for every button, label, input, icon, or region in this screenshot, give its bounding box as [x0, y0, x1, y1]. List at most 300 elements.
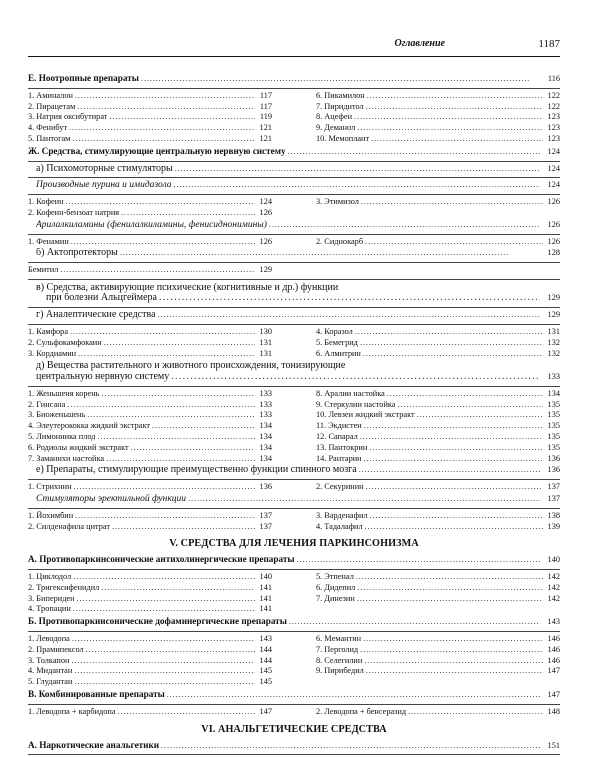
divider: [28, 508, 560, 509]
toc-item-page: 145: [259, 677, 272, 687]
leader-dots: [366, 102, 543, 113]
toc-item-page: 146: [547, 644, 560, 654]
leader-dots: [357, 123, 543, 134]
toc-item-page: 145: [259, 666, 272, 676]
toc-item-title: 12. Сапарал: [316, 431, 358, 441]
toc-item-page: 144: [259, 655, 272, 665]
header-rule: [28, 56, 560, 57]
toc-item[interactable]: [28, 349, 272, 360]
chapter-heading-5[interactable]: V. СРЕДСТВА ДЛЯ ЛЕЧЕНИЯ ПАРКИНСОНИЗМА: [169, 538, 419, 550]
toc-item-title: 2. Пирацетам: [28, 101, 76, 111]
leader-dots: [366, 482, 543, 493]
leader-dots: [69, 123, 255, 134]
leader-dots: [370, 511, 543, 522]
toc-two-column-list: [28, 482, 560, 493]
toc-item[interactable]: [316, 134, 560, 145]
toc-category-arylalkylamines[interactable]: Арилалкиламины (фенилалкиламины, фенисиднонимины) . . . 126: [36, 220, 560, 231]
toc-item-title: 2. Гинсана: [28, 399, 66, 409]
toc-item-page: 121: [259, 133, 272, 143]
toc-item-title: 11. Экдистен: [316, 421, 362, 431]
toc-item-title: 5. Этпенал: [316, 572, 354, 582]
leader-dots: [101, 389, 255, 400]
leader-dots: [152, 421, 255, 432]
divider: [28, 279, 560, 280]
leader-dots: [71, 237, 255, 248]
toc-item-title: 2. Кофеин-бензоат натрия: [28, 207, 120, 217]
toc-subsection-a[interactable]: а) Психомоторные стимуляторы . . . 124: [36, 164, 560, 175]
toc-item-title: 3. Кордиамин: [28, 348, 77, 358]
divider: [28, 177, 560, 178]
leader-dots: [131, 443, 255, 454]
toc-column: [316, 327, 560, 359]
toc-item-title: 8. Аралии настойка: [316, 388, 385, 398]
toc-item-title: 6. Мемантин: [316, 634, 362, 644]
leader-dots: [72, 134, 255, 145]
toc-item-title: 13. Пантокрин: [316, 442, 368, 452]
toc-item-page: 133: [259, 399, 272, 409]
toc-item-title: 5. Бемегрид: [316, 337, 358, 347]
divider: [28, 569, 560, 570]
toc-item-title: 4. Мидантан: [28, 666, 73, 676]
divider: [28, 386, 560, 387]
toc-item[interactable]: [316, 112, 560, 123]
toc-item[interactable]: [316, 511, 560, 522]
toc-item-title: 5. Пантогам: [28, 133, 71, 143]
toc-item[interactable]: Бемитил . . . 129: [28, 265, 272, 276]
toc-item-page: 146: [547, 634, 560, 644]
divider: [28, 704, 560, 705]
toc-item-title: 1. Циклодол: [28, 572, 72, 582]
toc-two-column-list: [28, 197, 560, 219]
toc-item-page: 117: [259, 90, 272, 100]
toc-item[interactable]: [316, 389, 560, 400]
toc-two-column-list: [28, 327, 560, 359]
toc-item[interactable]: [316, 583, 560, 594]
toc-item[interactable]: [28, 389, 272, 400]
toc-item-page: 124: [259, 197, 272, 207]
leader-dots: [357, 583, 543, 594]
leader-dots: [354, 112, 543, 123]
toc-two-column-list: [28, 511, 560, 533]
toc-item[interactable]: [28, 454, 272, 465]
leader-dots: [357, 594, 543, 605]
leader-dots: [417, 410, 543, 421]
toc-item[interactable]: [316, 454, 560, 465]
leader-dots: [97, 432, 255, 443]
leader-dots: [109, 112, 255, 123]
toc-item[interactable]: [28, 604, 272, 615]
toc-item[interactable]: [316, 349, 560, 360]
leader-dots: [101, 583, 255, 594]
toc-item-page: 141: [259, 582, 272, 592]
leader-dots: [364, 421, 543, 432]
toc-item-page: 135: [547, 410, 560, 420]
toc-column: [316, 197, 560, 219]
leader-dots: [360, 338, 543, 349]
leader-dots: [70, 327, 255, 338]
leader-dots: [106, 454, 255, 465]
toc-item-title: 2. Сульфокамфокаин: [28, 337, 102, 347]
toc-item[interactable]: [316, 666, 560, 677]
toc-item-title: 3. Натрия оксибутират: [28, 112, 108, 122]
toc-item-page: 147: [259, 706, 272, 716]
toc-item[interactable]: [28, 410, 272, 421]
toc-item[interactable]: [316, 634, 560, 645]
toc-column: [28, 197, 272, 219]
toc-item-title: 4. Тропацин: [28, 604, 71, 614]
toc-item-title: 1. Стрихнин: [28, 482, 72, 492]
toc-item-title: 9. Пирибедил: [316, 666, 364, 676]
toc-column: [28, 634, 272, 688]
leader-dots: [67, 400, 255, 411]
toc-item-page: 146: [547, 655, 560, 665]
toc-item-page: 148: [547, 706, 560, 716]
toc-item-title: 3. Этимизол: [316, 197, 359, 207]
toc-column: [28, 327, 272, 359]
toc-item[interactable]: [316, 522, 560, 533]
toc-item[interactable]: [316, 443, 560, 454]
leader-dots: [364, 656, 543, 667]
toc-column: [316, 237, 560, 248]
toc-item-title: 1. Леводопа: [28, 634, 70, 644]
toc-item[interactable]: [316, 400, 560, 411]
toc-item-title: 2. Сиднокарб: [316, 236, 364, 246]
leader-dots: [387, 389, 543, 400]
toc-item-page: 134: [259, 442, 272, 452]
toc-item-page: 122: [547, 90, 560, 100]
toc-item-page: 134: [259, 431, 272, 441]
toc-item-page: 142: [547, 593, 560, 603]
toc-item-title: 14. Рантарин: [316, 453, 362, 463]
toc-item[interactable]: [316, 91, 560, 102]
toc-item[interactable]: [316, 594, 560, 605]
toc-section-ch5-b[interactable]: Б. Противопаркинсонические дофаминергические препараты . . . 143: [28, 616, 560, 628]
leader-dots: [74, 666, 255, 677]
toc-item[interactable]: [28, 91, 272, 102]
toc-item-title: 2. Силденафила цитрат: [28, 521, 111, 531]
toc-item-page: 133: [259, 388, 272, 398]
leader-dots: [360, 432, 543, 443]
chapter-heading-6[interactable]: VI. АНАЛЬГЕТИЧЕСКИЕ СРЕДСТВА: [201, 723, 387, 735]
leader-dots: [75, 91, 255, 102]
toc-item-page: 117: [259, 101, 272, 111]
toc-item-title: 4. Элеутерококка жидкий экстракт: [28, 421, 151, 431]
toc-item[interactable]: [28, 112, 272, 123]
toc-item-title: 7. Динезин: [316, 593, 355, 603]
toc-column: [316, 634, 560, 688]
leader-dots: [121, 208, 255, 219]
toc-two-column-list: [28, 237, 560, 248]
leader-dots: [74, 482, 255, 493]
toc-item-title: 4. Тадалафил: [316, 521, 363, 531]
toc-item-page: 137: [259, 521, 272, 531]
leader-dots: [75, 511, 255, 522]
toc-item-page: 141: [259, 593, 272, 603]
toc-item-page: 135: [547, 442, 560, 452]
divider: [28, 194, 560, 195]
toc-item-page: 123: [547, 112, 560, 122]
running-header: [28, 38, 560, 52]
toc-section-ch6-a[interactable]: А. Наркотические анальгетики . . . 151: [28, 740, 560, 752]
toc-item[interactable]: [28, 327, 272, 338]
running-title: Оглавление: [394, 38, 445, 49]
toc-item-page: 132: [547, 337, 560, 347]
toc-section-zh[interactable]: Ж. Средства, стимулирующие центральную нервную систему . . . 124: [28, 146, 560, 158]
leader-dots: [360, 645, 543, 656]
toc-item[interactable]: [316, 197, 560, 208]
toc-section-e[interactable]: Е. Ноотропные препараты . . . 116: [28, 73, 560, 85]
toc-item-title: 3. Толкапон: [28, 655, 70, 665]
leader-dots: [78, 349, 255, 360]
toc-item-title: 1. Камфора: [28, 327, 69, 337]
divider: [28, 234, 560, 235]
leader-dots: [77, 102, 255, 113]
leader-dots: [365, 522, 543, 533]
toc-subsection-d[interactable]: д) Вещества растительного и животного происхождения, тонизирующие центральную нервную систему . . . 133: [36, 360, 560, 382]
toc-item-title: 9. Деманол: [316, 123, 356, 133]
leader-dots: [73, 604, 255, 615]
toc-item-page: 134: [547, 388, 560, 398]
toc-two-column-list: [28, 572, 560, 615]
leader-dots: [364, 454, 543, 465]
toc-item-title: 1. Кофеин: [28, 197, 64, 207]
toc-item-title: 10. Мемоплант: [316, 133, 370, 143]
toc-item[interactable]: [316, 572, 560, 583]
toc-item[interactable]: [28, 197, 272, 208]
divider: [28, 754, 560, 755]
toc-item-page: 130: [259, 327, 272, 337]
toc-item[interactable]: [316, 237, 560, 248]
toc-column: [28, 572, 272, 615]
leader-dots: [366, 666, 543, 677]
toc-column: [316, 91, 560, 145]
toc-column: [28, 91, 272, 145]
leader-dots: [365, 237, 543, 248]
toc-item[interactable]: [316, 707, 560, 718]
toc-item-title: 2. Тригексифенидил: [28, 582, 100, 592]
toc-item-page: 126: [259, 236, 272, 246]
toc-item-page: 147: [547, 666, 560, 676]
toc-item-title: 9. Стеркулии настойка: [316, 399, 396, 409]
leader-dots: [87, 410, 255, 421]
toc-item-page: 119: [259, 112, 272, 122]
leader-dots: [355, 327, 543, 338]
leader-dots: [363, 349, 543, 360]
toc-item[interactable]: [28, 666, 272, 677]
toc-item-page: 123: [547, 133, 560, 143]
toc-item-title: 10. Левзеи жидкий экстракт: [316, 410, 415, 420]
toc-item[interactable]: [316, 327, 560, 338]
toc-item-title: 8. Селегилин: [316, 655, 363, 665]
toc-item[interactable]: [28, 338, 272, 349]
toc-item-title: 1. Леводопа + карбидопа: [28, 706, 116, 716]
toc-item-title: 6. Дидепил: [316, 582, 356, 592]
toc-item[interactable]: [28, 634, 272, 645]
toc-item[interactable]: [316, 645, 560, 656]
leader-dots: [71, 656, 255, 667]
toc-category-purine[interactable]: Производные пурина и имидазола . . . 124: [36, 180, 560, 191]
toc-item[interactable]: [28, 421, 272, 432]
toc-item[interactable]: [28, 594, 272, 605]
leader-dots: [361, 197, 543, 208]
toc-item-page: 137: [547, 482, 560, 492]
toc-item-page: 144: [259, 644, 272, 654]
toc-item[interactable]: [316, 432, 560, 443]
leader-dots: [371, 134, 543, 145]
toc-item[interactable]: [28, 707, 272, 718]
divider: [28, 88, 560, 89]
divider: [28, 324, 560, 325]
toc-item-title: 1. Йохимбин: [28, 510, 74, 520]
toc-item-page: 137: [259, 510, 272, 520]
toc-item[interactable]: [28, 572, 272, 583]
toc-item-page: 126: [547, 197, 560, 207]
toc-section-ch5-a[interactable]: А. Противопаркинсонические антихолинергические препараты . . . 140: [28, 554, 560, 566]
toc-category-erectile[interactable]: Стимуляторы эректильной функции . . . 137: [36, 494, 560, 505]
toc-two-column-list: [28, 91, 560, 145]
toc-item-title: 7. Перголид: [316, 644, 359, 654]
toc-item[interactable]: [28, 645, 272, 656]
toc-column: [316, 482, 560, 493]
leader-dots: [363, 634, 543, 645]
toc-column: [28, 707, 272, 718]
toc-item[interactable]: [28, 443, 272, 454]
toc-item[interactable]: [28, 208, 272, 219]
toc-item[interactable]: [28, 400, 272, 411]
toc-item[interactable]: [28, 482, 272, 493]
divider: [28, 161, 560, 162]
toc-item-page: 122: [547, 101, 560, 111]
leader-dots: [72, 634, 255, 645]
toc-item-title: 5. Лимонника плод: [28, 431, 96, 441]
toc-item-title: 2. Леводопа + бенсеразид: [316, 706, 407, 716]
toc-item[interactable]: [28, 656, 272, 667]
toc-item[interactable]: [316, 482, 560, 493]
toc-item-title: 4. Фенибут: [28, 123, 68, 133]
toc-item-title: 5. Глудантан: [28, 677, 73, 687]
toc-column: [28, 237, 272, 248]
toc-item[interactable]: [28, 511, 272, 522]
toc-item-page: 126: [259, 207, 272, 217]
toc-item-page: 132: [547, 348, 560, 358]
toc-item-page: 136: [259, 482, 272, 492]
leader-dots: [112, 522, 255, 533]
toc-two-column-list: [28, 634, 560, 688]
leader-dots: [66, 197, 255, 208]
leader-dots: [104, 338, 255, 349]
toc-item-page: 135: [547, 431, 560, 441]
toc-section-ch5-v[interactable]: В. Комбинированные препараты . . . 147: [28, 689, 560, 701]
divider: [28, 262, 560, 263]
leader-dots: [367, 91, 543, 102]
toc-item[interactable]: [316, 338, 560, 349]
toc-item-title: 3. Биоженьшень: [28, 410, 86, 420]
toc-item-page: 131: [259, 337, 272, 347]
toc-item-page: 136: [547, 453, 560, 463]
toc-item-page: 121: [259, 123, 272, 133]
toc-subsection-e[interactable]: е) Препараты, стимулирующие преимущественно функции спинного мозга . . . 136: [36, 465, 560, 476]
leader-dots: [74, 677, 255, 688]
toc-item-title: 8. Ацефен: [316, 112, 353, 122]
toc-subsection-b[interactable]: б) Актопротекторы . . . 128: [36, 248, 560, 259]
toc-item-page: 141: [259, 604, 272, 614]
toc-item-page: 140: [259, 572, 272, 582]
toc-two-column-list: [28, 389, 560, 465]
toc-item-title: 6. Алмитрин: [316, 348, 361, 358]
toc-item-page: 126: [547, 236, 560, 246]
toc-item-title: 3. Бипериден: [28, 593, 75, 603]
toc-item-page: 142: [547, 582, 560, 592]
divider: [28, 307, 560, 308]
toc-item-title: 3. Варденафил: [316, 510, 368, 520]
toc-item-title: 1. Женьшеня корень: [28, 388, 100, 398]
toc-item[interactable]: [316, 102, 560, 113]
toc-item[interactable]: [316, 421, 560, 432]
toc-item-page: 134: [259, 453, 272, 463]
toc-item[interactable]: [316, 410, 560, 421]
leader-dots: [73, 572, 255, 583]
toc-column: [316, 511, 560, 533]
toc-item[interactable]: [28, 432, 272, 443]
toc-item-page: 139: [547, 521, 560, 531]
toc-item[interactable]: [28, 677, 272, 688]
leader-dots: [77, 594, 255, 605]
leader-dots: [86, 645, 255, 656]
toc-item[interactable]: [28, 134, 272, 145]
table-of-contents: [28, 72, 560, 757]
toc-item-page: 135: [547, 399, 560, 409]
toc-item[interactable]: [316, 123, 560, 134]
toc-column: [316, 572, 560, 615]
page-number: 1187: [538, 38, 560, 50]
toc-item-page: 135: [547, 421, 560, 431]
toc-two-column-list: [28, 707, 560, 718]
leader-dots: [118, 707, 255, 718]
toc-column: [28, 389, 272, 465]
toc-item-page: 138: [547, 510, 560, 520]
toc-item[interactable]: [316, 656, 560, 667]
toc-item[interactable]: [28, 123, 272, 134]
toc-item-title: 2. Прамипексол: [28, 644, 84, 654]
toc-column: [316, 707, 560, 718]
toc-item-title: 1. Фенамин: [28, 236, 69, 246]
toc-item[interactable]: [28, 237, 272, 248]
divider: [28, 631, 560, 632]
toc-item-title: 6. Родиолы жидкий экстракт: [28, 442, 129, 452]
divider: [28, 479, 560, 480]
leader-dots: [408, 707, 543, 718]
toc-item-page: 133: [259, 410, 272, 420]
toc-item-title: 7. Заманихи настойка: [28, 453, 105, 463]
toc-column: [28, 482, 272, 493]
toc-item-title: 2. Секуринин: [316, 482, 364, 492]
toc-item-page: 131: [259, 348, 272, 358]
toc-item-page: 131: [547, 327, 560, 337]
toc-item-page: 123: [547, 123, 560, 133]
toc-item[interactable]: [28, 522, 272, 533]
leader-dots: [369, 443, 543, 454]
toc-item-page: 134: [259, 421, 272, 431]
toc-item[interactable]: [28, 583, 272, 594]
toc-column: [28, 511, 272, 533]
toc-column: [316, 389, 560, 465]
toc-item-title: 4. Коразол: [316, 327, 353, 337]
toc-item-title: 1. Аминалон: [28, 90, 73, 100]
toc-subsection-v[interactable]: в) Средства, активирующие психические (когнитивные и др.) функции при болезни Альцгеймера . . . 129: [36, 282, 560, 304]
toc-item-title: 7. Пиридитол: [316, 101, 364, 111]
toc-item[interactable]: [28, 102, 272, 113]
toc-subsection-g[interactable]: г) Аналептические средства . . . 129: [36, 310, 560, 321]
